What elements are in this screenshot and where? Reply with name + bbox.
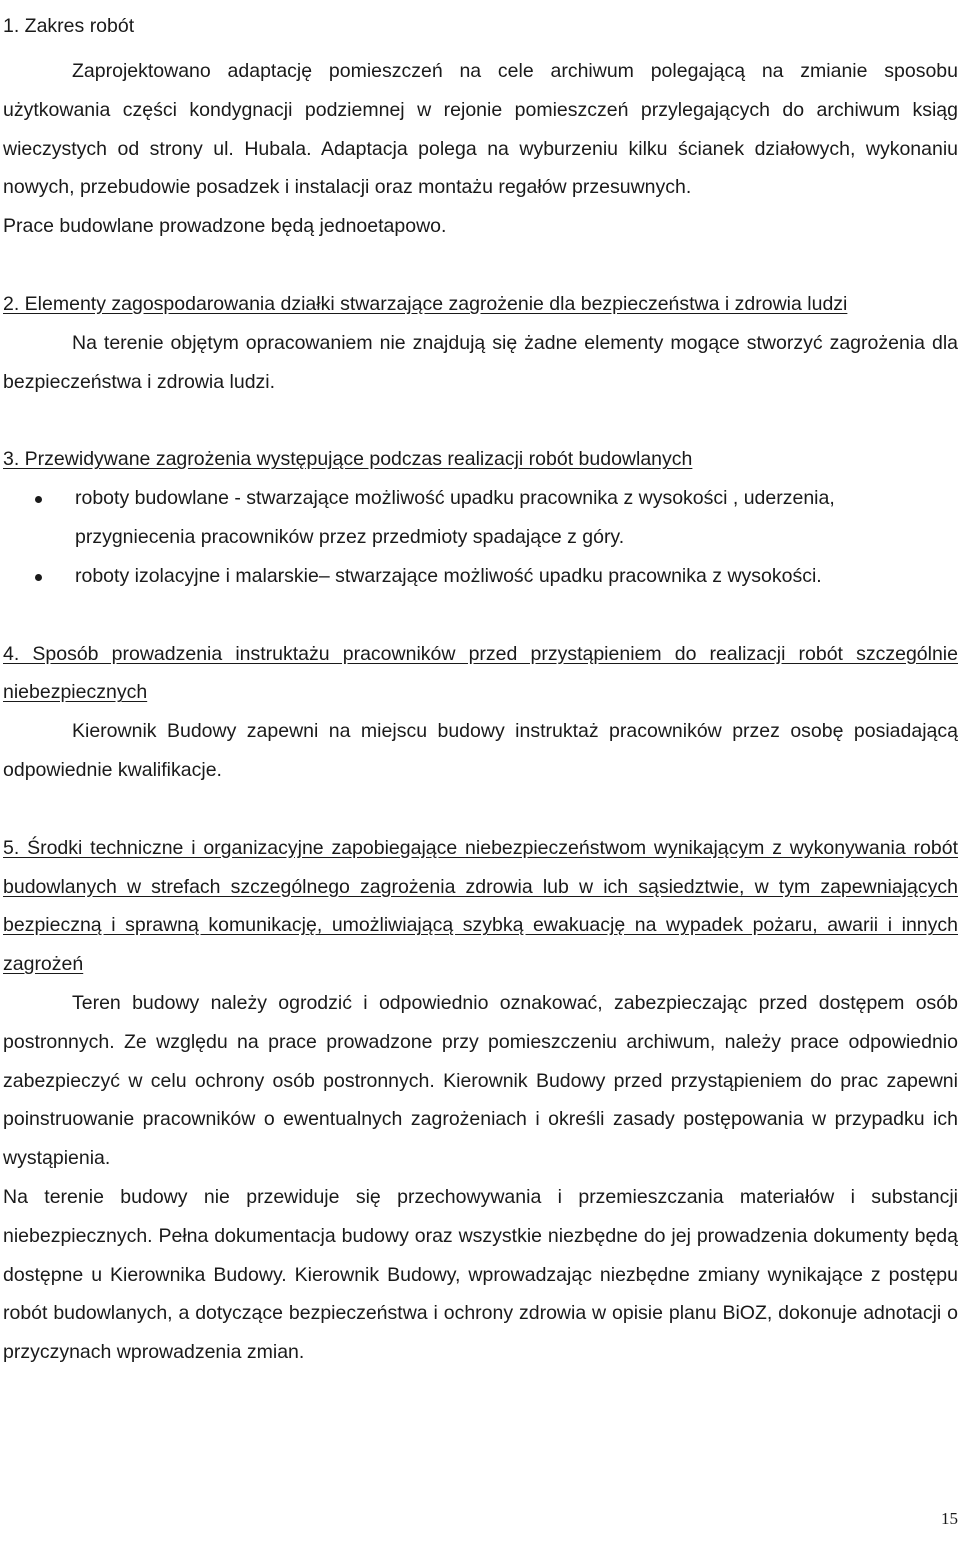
section-3 [3, 440, 958, 595]
section-4-heading-text: 4. Sposób prowadzenia instruktażu pracowników przed przystąpieniem do realizacji robót szczególnie niebezpiecznych [3, 642, 958, 704]
section-1-paragraph: Prace budowlane prowadzone będą jednoetapowo. [3, 215, 447, 238]
section-2-heading-text: 2. Elementy zagospodarowania działki stwarzające zagrożenie dla bezpieczeństwa i zdrowia ludzi [3, 292, 848, 315]
section-1-heading: 1. Zakres robót [3, 15, 135, 37]
section-2-paragraph: Na terenie objętym opracowaniem nie znajdują się żadne elementy mogące stworzyć zagrożenia dla bezpieczeństwa i zdrowia ludzi. [3, 331, 958, 393]
section-3-heading-text: 3. Przewidywane zagrożenia występujące podczas realizacji robót budowlanych [3, 448, 693, 471]
bullet-icon [35, 574, 42, 581]
bullet-icon [35, 496, 42, 503]
section-5-heading [3, 829, 958, 984]
section-4-paragraph: Kierownik Budowy zapewni na miejscu budowy instruktaż pracowników przez osobę posiadającą odpowiednie kwalifikacje. [3, 720, 958, 781]
section-4 [3, 635, 958, 790]
section-5-paragraph: Na terenie budowy nie przewiduje się przechowywania i przemieszczania materiałów i substancji niebezpiecznych. Pełna dokumentacja budowy oraz wszystkie niezbędne do jej prowadzenia dokumenty będą dostępne u Kierownika Budowy. Kierownik Budowy, wprowadzając niezbędne zmiany wynikające z postępu robót budowlanych, a dotyczące bezpieczeństwa i ochrony zdrowia w opisie planu BiOZ, dokonuje adnotacji o przyczynach wprowadzenia zmian. [3, 1185, 958, 1364]
section-5-paragraph: Teren budowy należy ogrodzić i odpowiednio oznakować, zabezpieczając przed dostępem osób postronnych. Ze względu na prace prowadzone przy pomieszczeniu archiwum, należy prace odpowiednio zabezpieczyć w celu ochrony osób postronnych. Kierownik Budowy przed przystąpieniem do prac zapewni poinstruowanie pracowników o ewentualnych zagrożeniach i określi zasady postępowania w przypadku ich wystąpienia. [3, 991, 958, 1170]
list-item [3, 557, 958, 596]
section-3-heading [3, 440, 958, 479]
section-1 [3, 15, 958, 246]
list-item [3, 479, 958, 557]
section-4-heading [3, 635, 958, 713]
section-5 [3, 829, 958, 1372]
list-item-text: roboty budowlane - stwarzające możliwość upadku pracownika z wysokości , uderzenia, przygniecenia pracowników przez przedmioty spadające z góry. [75, 487, 835, 548]
section-2 [3, 285, 958, 401]
page-number: 15 [941, 1509, 958, 1528]
list-item-text: roboty izolacyjne i malarskie– stwarzające możliwość upadku pracownika z wysokości. [75, 564, 822, 587]
section-2-heading [3, 285, 958, 324]
document-page [3, 0, 958, 1372]
section-1-paragraph: Zaprojektowano adaptację pomieszczeń na cele archiwum polegającą na zmianie sposobu użytkowania części kondygnacji podziemnej w rejonie pomieszczeń przylegających do archiwum ksiąg wieczystych od strony ul. Hubala. Adaptacja polega na wyburzeniu kilku ścianek działowych, wykonaniu nowych, przebudowie posadzek i instalacji oraz montażu regałów przesuwnych. [3, 60, 958, 199]
section-5-heading-text: 5. Środki techniczne i organizacyjne zapobiegające niebezpieczeństwom wynikającym z wykonywania robót budowlanych w strefach szczególnego zagrożenia zdrowia lub w ich sąsiedztwie, w tym zapewniających bezpieczną i sprawną komunikację, umożliwiającą szybką ewakuację na wypadek pożaru, awarii i innych zagrożeń [3, 836, 958, 976]
hazard-list [3, 479, 958, 595]
